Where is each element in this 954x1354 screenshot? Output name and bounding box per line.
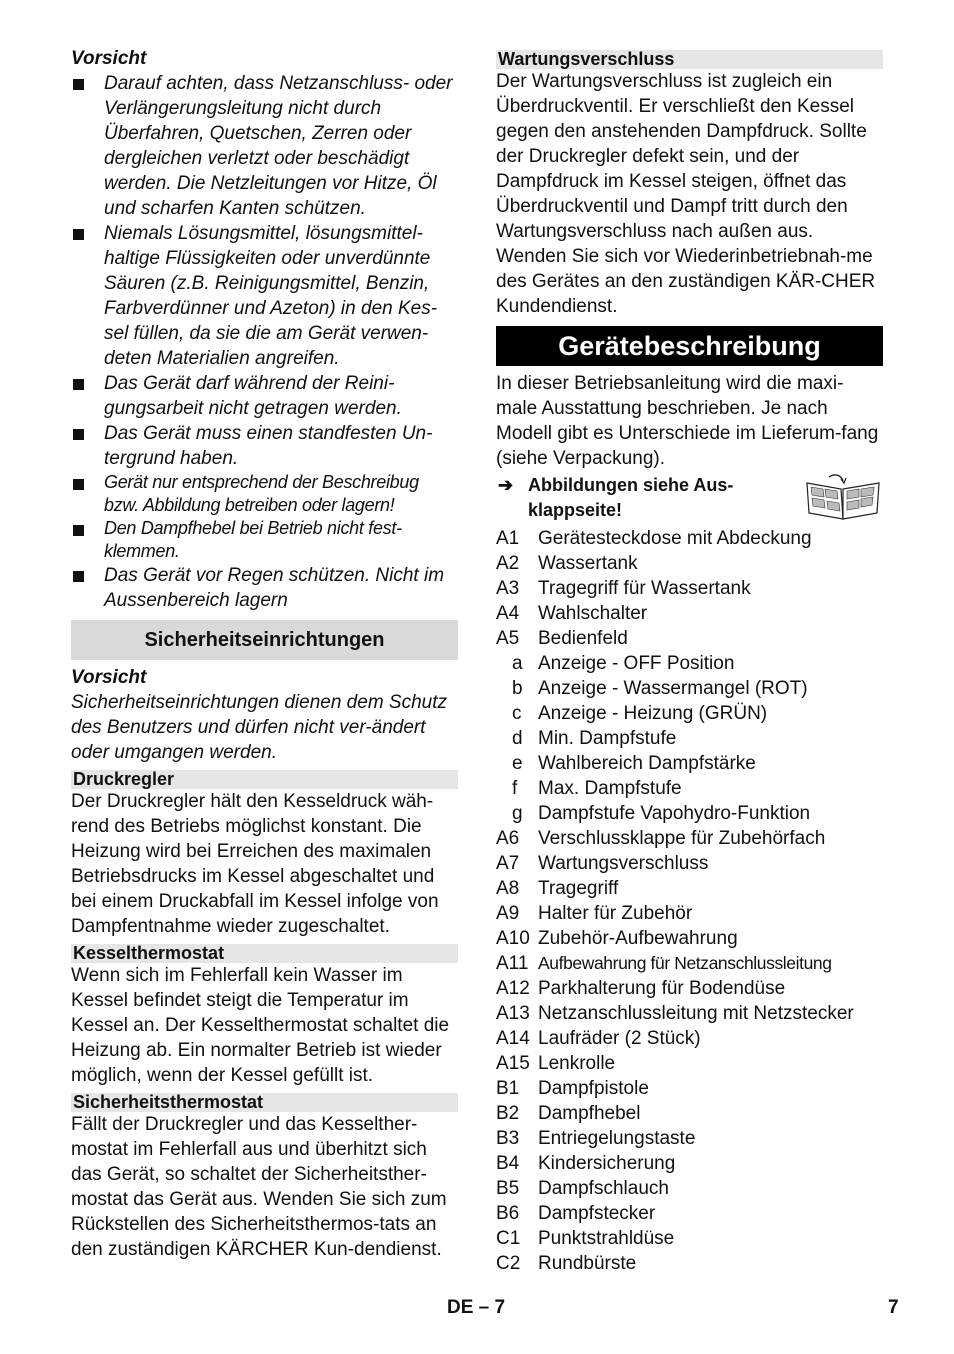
part-label: Wahlbereich Dampfstärke [538, 753, 756, 774]
part-label: Anzeige - Wassermangel (ROT) [538, 678, 808, 699]
caution-heading: Vorsicht [71, 667, 147, 688]
parts-list-row [496, 701, 854, 726]
parts-list-row [496, 801, 854, 826]
left-column [71, 46, 458, 1262]
parts-list-row [496, 1251, 854, 1276]
part-label: Gerätesteckdose mit Abdeckung [538, 528, 812, 549]
subsection-title-safety-thermostat: Sicherheitsthermostat [71, 1093, 458, 1112]
parts-list-row [496, 876, 854, 901]
part-code: A10 [496, 928, 530, 949]
part-code: A9 [496, 903, 520, 924]
list-item-text: Das Gerät darf während der Reini-gungsarbeit nicht getragen werden. [104, 373, 402, 419]
parts-list-row [496, 1126, 854, 1151]
subsection-title-maintenance-lock: Wartungsverschluss [496, 50, 883, 69]
parts-list-row [496, 1076, 854, 1101]
part-label: Lenkrolle [538, 1053, 616, 1074]
caution-text: Sicherheitseinrichtungen dienen dem Schutz des Benutzers und dürfen nicht ver-ändert oder umgangen werden. [71, 692, 448, 763]
part-code: A12 [496, 978, 530, 999]
part-code: A5 [496, 628, 520, 649]
part-label: Wassertank [538, 553, 638, 574]
part-label: Tragegriff [538, 878, 619, 899]
list-item [71, 517, 458, 563]
parts-list-row [496, 1226, 854, 1251]
list-item [71, 421, 458, 471]
note-row [496, 473, 883, 523]
part-label: Aufbewahrung für Netzanschlussleitung [538, 953, 832, 973]
part-label: Tragegriff für Wassertank [538, 578, 751, 599]
parts-list-row [496, 576, 854, 601]
paragraph-boiler-thermostat: Wenn sich im Fehlerfall kein Wasser im Kessel befindet steigt die Temperatur im Kessel an. Der Kesselthermostat schaltet die Heizung ab. Ein normalter Betrieb ist wieder möglich, wenn der Kessel gefüllt ist. [71, 965, 450, 1086]
part-code: C1 [496, 1228, 521, 1249]
part-label: Anzeige - Heizung (GRÜN) [538, 703, 768, 724]
part-code: c [512, 703, 522, 724]
paragraph-pressure-regulator: Der Druckregler hält den Kesseldruck wäh-rend des Betriebs möglichst konstant. Die Heizung wird bei Erreichen des maximalen Betriebsdrucks im Kessel abgeschaltet und bei einem Druckabfall im Kessel infolge von Dampfentnahme wieder zugeschaltet. [71, 791, 439, 937]
parts-list-row [496, 1176, 854, 1201]
parts-list-row [496, 1151, 854, 1176]
part-code: A3 [496, 578, 520, 599]
part-code: A6 [496, 828, 520, 849]
part-code: A15 [496, 1053, 530, 1074]
section-title-safety-devices: Sicherheitseinrichtungen [71, 620, 458, 660]
footer-page-number: 7 [888, 1297, 899, 1318]
parts-list-row [496, 926, 854, 951]
parts-list-row [496, 526, 854, 551]
bullet-square-icon [73, 429, 84, 440]
part-label: Dampfschlauch [538, 1178, 669, 1199]
list-item [71, 221, 458, 371]
parts-list-row [496, 601, 854, 626]
part-code: A7 [496, 853, 520, 874]
right-column [496, 50, 883, 1276]
parts-list-row [496, 726, 854, 751]
parts-list-row [496, 1101, 854, 1126]
part-code: B6 [496, 1203, 520, 1224]
footer-page-label: DE – 7 [447, 1297, 506, 1318]
parts-list-row [496, 676, 854, 701]
part-code: f [512, 778, 518, 799]
part-label: Parkhalterung für Bodendüse [538, 978, 786, 999]
part-code: B2 [496, 1103, 520, 1124]
part-code: g [512, 803, 523, 824]
right-arrow-icon: ➔ [498, 475, 514, 495]
bullet-square-icon [73, 229, 84, 240]
bullet-square-icon [73, 571, 84, 582]
list-item-text: Darauf achten, dass Netzanschluss- oder Verlängerungsleitung nicht durch Überfahren, Quetschen, Zerren oder dergleichen verletzt oder beschädigt werden. Die Netzleitungen vor Hitze, Öl und scharfen Kanten schützen. [104, 73, 453, 219]
note [496, 473, 768, 523]
part-code: B1 [496, 1078, 520, 1099]
part-label: Zubehör-Aufbewahrung [538, 928, 738, 949]
bullet-square-icon [73, 479, 84, 490]
parts-list-row [496, 1051, 854, 1076]
part-code: e [512, 753, 523, 774]
part-label: Wahlschalter [538, 603, 648, 624]
note-text: Abbildungen siehe Aus-klappseite! [528, 475, 734, 520]
bullet-square-icon [73, 525, 84, 536]
part-code: A14 [496, 1028, 530, 1049]
part-code: B5 [496, 1178, 520, 1199]
parts-list-row [496, 626, 854, 651]
parts-list [496, 526, 854, 1276]
list-item-text: Das Gerät vor Regen schützen. Nicht im Aussenbereich lagern [104, 565, 445, 611]
part-label: Kindersicherung [538, 1153, 676, 1174]
parts-list-row [496, 1026, 854, 1051]
subsection-title-boiler-thermostat: Kesselthermostat [71, 944, 458, 963]
bullet-square-icon [73, 79, 84, 90]
list-item-text: Gerät nur entsprechend der Beschreibug bzw. Abbildung betreiben oder lagern! [104, 472, 419, 515]
parts-list-row [496, 976, 854, 1001]
list-item [71, 471, 458, 517]
list-item [71, 71, 458, 221]
part-label: Min. Dampfstufe [538, 728, 677, 749]
part-code: A8 [496, 878, 520, 899]
parts-list-row [496, 1001, 854, 1026]
list-item-text: Das Gerät muss einen standfesten Un-tergrund haben. [104, 423, 433, 469]
part-code: d [512, 728, 523, 749]
part-label: Dampfhebel [538, 1103, 641, 1124]
caution-heading: Vorsicht [71, 48, 147, 69]
part-code: a [512, 653, 523, 674]
part-code: A13 [496, 1003, 530, 1024]
parts-list-row [496, 901, 854, 926]
part-label: Punktstrahldüse [538, 1228, 675, 1249]
part-code: b [512, 678, 523, 699]
part-label: Anzeige - OFF Position [538, 653, 735, 674]
part-label: Verschlussklappe für Zubehörfach [538, 828, 826, 849]
paragraph-maintenance-lock: Der Wartungsverschluss ist zugleich ein Überdruckventil. Er verschließt den Kessel gegen den anstehenden Dampfdruck. Sollte der Druckregler defekt sein, und der Dampfdruck im Kessel steigen, öffnet das Überdruckventil und Dampf tritt durch den Wartungsverschluss nach außen aus. Wenden Sie sich vor Wiederinbetriebnah-me des Gerätes an den zuständigen KÄR-CHER Kundendienst. [496, 71, 876, 317]
part-code: B3 [496, 1128, 520, 1149]
parts-list-row [496, 851, 854, 876]
part-label: Rundbürste [538, 1253, 637, 1274]
open-manual-book-icon [803, 473, 883, 523]
part-label: Wartungsverschluss [538, 853, 709, 874]
section-title-device-description: Gerätebeschreibung [496, 326, 883, 366]
subsection-title-pressure-regulator: Druckregler [71, 770, 458, 789]
paragraph-intro: In dieser Betriebsanleitung wird die maxi-male Ausstattung beschrieben. Je nach Modell gibt es Unterschiede im Lieferum-fang (siehe Verpackung). [496, 373, 879, 469]
part-code: A11 [496, 953, 529, 974]
parts-list-row [496, 826, 854, 851]
part-label: Dampfstecker [538, 1203, 656, 1224]
part-label: Laufräder (2 Stück) [538, 1028, 701, 1049]
part-label: Max. Dampfstufe [538, 778, 682, 799]
parts-list-row [496, 951, 854, 976]
list-item-text: Den Dampfhebel bei Betrieb nicht fest-klemmen. [104, 518, 402, 561]
part-label: Bedienfeld [538, 628, 628, 649]
list-item [71, 371, 458, 421]
bullet-square-icon [73, 379, 84, 390]
caution-list [71, 71, 458, 613]
part-label: Netzanschlussleitung mit Netzstecker [538, 1003, 854, 1024]
part-code: C2 [496, 1253, 521, 1274]
part-code: B4 [496, 1153, 520, 1174]
part-code: A1 [496, 528, 520, 549]
part-label: Dampfpistole [538, 1078, 649, 1099]
paragraph-safety-thermostat: Fällt der Druckregler und das Kesselther-mostat im Fehlerfall aus und überhitzt sich das Gerät, so schaltet der Sicherheitsther-mostat das Gerät aus. Wenden Sie sich zum Rückstellen des Sicherheitsthermos-tats an den zuständigen KÄRCHER Kun-dendienst. [71, 1114, 447, 1260]
parts-list-row [496, 551, 854, 576]
part-label: Dampfstufe Vapohydro-Funktion [538, 803, 811, 824]
part-label: Entriegelungstaste [538, 1128, 696, 1149]
part-label: Halter für Zubehör [538, 903, 693, 924]
parts-list-row [496, 651, 854, 676]
parts-list-row [496, 1201, 854, 1226]
part-code: A2 [496, 553, 520, 574]
parts-list-row [496, 751, 854, 776]
list-item-text: Niemals Lösungsmittel, lösungsmittel-haltige Flüssigkeiten oder unverdünnte Säuren (z.B. Reinigungsmittel, Benzin, Farbverdünner und Azeton) in den Kes-sel füllen, da sie die am Gerät verwen-deten Materialien angreifen. [104, 223, 438, 369]
list-item [71, 563, 458, 613]
parts-list-row [496, 776, 854, 801]
part-code: A4 [496, 603, 520, 624]
